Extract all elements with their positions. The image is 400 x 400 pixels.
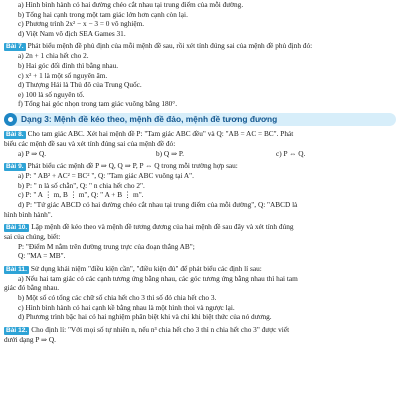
list-item: a) 2n + 1 chia hết cho 2. — [18, 51, 89, 61]
list-item: d) Phương trình bậc hai có hai nghiệm phân biệt khi và chỉ khi biệt thức của nó dương. — [18, 312, 272, 322]
exercise-text: Phát biểu các mệnh đề P ⇒ Q, Q ⇒ P, P ⇔ Q trong mỗi trường hợp sau: — [27, 161, 238, 171]
section-header — [4, 113, 396, 126]
exercise-9 — [4, 161, 396, 171]
section-title: Dạng 3: Mệnh đề kéo theo, mệnh đề đảo, mệnh đề tương đương — [21, 113, 278, 124]
exercise-badge: Bài 9. — [6, 163, 24, 171]
list-item: c) x² + 1 là một số nguyên âm. — [18, 70, 108, 80]
exercise-text-cont: dưới dạng P ⇒ Q. — [4, 334, 56, 344]
list-item-cont: giác đó bằng nhau. — [4, 283, 60, 293]
exercise-text: Sử dụng khái niệm "điều kiện cần", "điều kiện đủ" để phát biểu các định lí sau: — [30, 263, 262, 273]
list-item: a) P: " AB² + AC² = BC² ", Q: "Tam giác ABC vuông tại A". — [18, 171, 194, 181]
exercise-11 — [4, 264, 396, 274]
option-a: a) P ⇒ Q. — [18, 148, 47, 158]
list-item: c) P: " A ⋮ m, B ⋮ m", Q: " A + B ⋮ m". — [18, 190, 144, 200]
statement-p: P: "Điểm M nằm trên đường trung trực của đoạn thẳng AB"; — [18, 241, 195, 251]
exercise-text: Cho định lí: "Với mọi số tự nhiên n, nếu n³ chia hết cho 3 thì n chia hết cho 3" được viết — [31, 324, 290, 334]
list-item: c) Hình bình hành có hai cạnh kề bằng nhau là một hình thoi và ngược lại. — [18, 302, 235, 312]
exercise-text-cont: biểu các mệnh đề sau và xét tính đúng sai của mệnh đề đó: — [4, 138, 176, 148]
exercise-text: Lập mệnh đề kéo theo và mệnh đề tương đương của hai mệnh đề sau đây và xét tính đúng — [31, 222, 294, 232]
list-item: b) P: " n là số chẵn", Q: " n chia hết cho 2". — [18, 180, 145, 190]
list-item: c) Phương trình 2x² − x − 3 = 0 vô nghiệm. — [18, 19, 145, 29]
option-c: c) P ⇔ Q. — [276, 148, 306, 158]
list-item: f) Tổng hai góc nhọn trong tam giác vuông bằng 180°. — [18, 99, 178, 109]
exercise-badge: Bài 8. — [6, 130, 24, 138]
option-b: b) Q ⇒ P. — [156, 148, 185, 158]
exercise-badge: Bài 12. — [6, 326, 28, 334]
list-item-cont: hình bình hành". — [4, 209, 53, 219]
exercise-text: Phát biểu mệnh đề phủ định của mỗi mệnh đề sau, rồi xét tính đúng sai của mệnh đề phủ định đó: — [27, 41, 313, 51]
list-item: b) Một số có tổng các chữ số chia hết cho 3 thì số đó chia hết cho 3. — [18, 293, 217, 303]
list-item: d) Việt Nam vô địch SEA Games 31. — [18, 28, 126, 38]
exercise-8 — [4, 129, 396, 139]
list-item: a) Hình bình hành có hai đường chéo cắt nhau tại trung điểm của mỗi đường. — [18, 0, 244, 9]
exercise-12 — [4, 325, 396, 335]
target-icon — [4, 113, 17, 126]
statement-q: Q: "MA = MB". — [18, 251, 66, 261]
list-item: d) P: "Tứ giác ABCD có hai đường chéo cắt nhau tại trung điểm của mỗi đường", Q: "ABCD là — [18, 199, 298, 209]
list-item: e) 100 là số nguyên tố. — [18, 89, 85, 99]
list-item: d) Thượng Hải là Thủ đô của Trung Quốc. — [18, 80, 142, 90]
option-row — [4, 149, 396, 159]
exercise-text-cont: sai của chúng, biết: — [4, 232, 61, 242]
exercise-badge: Bài 7. — [6, 43, 24, 51]
exercise-text: Cho tam giác ABC. Xét hai mệnh đề P: "Tam giác ABC đều" và Q: "AB = AC = BC". Phát — [27, 128, 294, 138]
list-item: a) Nếu hai tam giác có các cạnh tương ứng bằng nhau, các góc tương ứng bằng nhau thì hai tam — [18, 273, 298, 283]
exercise-badge: Bài 11. — [6, 265, 27, 273]
exercise-badge: Bài 10. — [6, 224, 28, 232]
list-item: b) Tổng hai cạnh trong một tam giác lớn hơn cạnh còn lại. — [18, 9, 188, 19]
exercise-10 — [4, 222, 396, 232]
exercise-7 — [4, 41, 396, 51]
list-item: b) Hai góc đối đỉnh thì bằng nhau. — [18, 60, 119, 70]
